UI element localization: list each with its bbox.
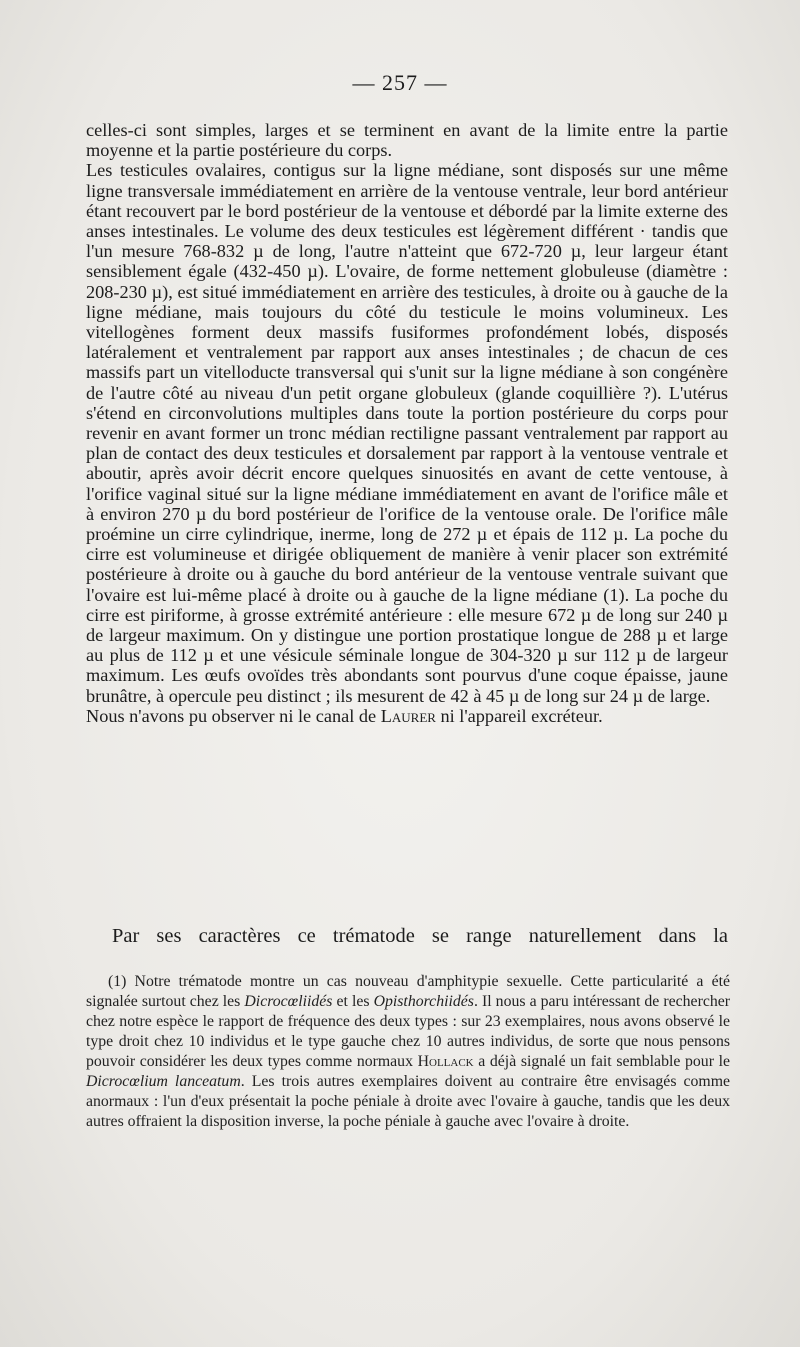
footnote-text-2: et les [332, 993, 374, 1010]
footnote [86, 972, 730, 1132]
footnote-text-3: . Il nous a paru intéressant de rechercher chez notre espèce le rapport de fréquence des deux types : sur 23 exemplaires, nous avons observé le type droit chez 10 individus et le type gauche chez 10 autres individus, de sorte que nous pensons pouvoir considérer les deux types comme normaux [86, 993, 731, 1070]
footnote-text-4: a déjà signalé un fait semblable pour le [473, 1053, 730, 1070]
paragraph-1: celles-ci sont simples, larges et se terminent en avant de la limite entre la partie moyenne et la partie postérieure du corps. [86, 120, 728, 161]
paragraph-3 [86, 706, 728, 726]
paragraph-2: Les testicules ovalaires, contigus sur la ligne médiane, sont disposés sur une même ligne transversale immédiatement en arrière de la ventouse ventrale, leur bord antérieur étant recouvert par le bord postérieur de la ventouse et débordé par la limite externe des anses intestinales. Le volume des deux testicules est légèrement différent · tandis que l'un mesure 768-832 µ de long, l'autre n'atteint que 672-720 µ, leur largeur étant sensiblement égale (432-450 µ). L'ovaire, de forme nettement globuleuse (diamètre : 208-230 µ), est situé immédiatement en arrière des testicules, à droite ou à gauche de la ligne médiane, mais toujours du côté du testicule le moins volumineux. Les vitellogènes forment deux massifs fusiformes profondément lobés, disposés latéralement et ventralement par rapport aux anses intestinales ; de chacun de ces massifs part un vitelloducte transversal qui s'unit sur la ligne médiane à son congénère de l'autre côté au niveau d'un petit organe globuleux (glande coquillière ?). L'utérus s'étend en circonvolutions multiples dans toute la portion postérieure du corps pour revenir en avant former un tronc médian rectiligne passant ventralement par rapport au plan de contact des deux testicules et dorsalement par rapport à la ventouse ventrale et aboutir, après avoir décrit encore quelques sinuosités en avant de cette ventouse, à l'orifice vaginal situé sur la ligne médiane immédiatement en avant de l'orifice mâle et à environ 270 µ du bord postérieur de l'orifice de la ventouse orale. De l'orifice mâle proémine un cirre cylindrique, inerme, long de 272 µ et épais de 112 µ. La poche du cirre est volumineuse et dirigée obliquement de manière à venir placer son extrémité postérieure à droite ou à gauche du bord antérieur de la ventouse ventrale suivant que l'ovaire est lui-même placé à droite ou à gauche de la ligne médiane (1). La poche du cirre est piriforme, à grosse extrémité antérieure : elle mesure 672 µ de long sur 240 µ de largeur maximum. On y distingue une portion prostatique longue de 288 µ et large au plus de 112 µ et une vésicule séminale longue de 304-320 µ sur 112 µ de largeur maximum. Les œufs ovoïdes très abondants sont pourvus d'une coque épaisse, jaune brunâtre, à opercule peu distinct ; ils mesurent de 42 à 45 µ de long sur 24 µ de large. [86, 160, 728, 706]
continuation-line: Par ses caractères ce trématode se range naturellement dans la [112, 925, 728, 947]
author-name-laurer: Laurer [380, 705, 436, 726]
taxon-dicrocoeliides: Dicrocœliidés [244, 993, 333, 1010]
author-name-hollack: Hollack [417, 1053, 474, 1070]
taxon-opisthorchiides: Opisthorchiidés [373, 993, 474, 1010]
page-number: — 257 — [352, 70, 448, 95]
paragraph-3-end: ni l'appareil excréteur. [435, 705, 603, 726]
paragraph-3-start: Nous n'avons pu observer ni le canal de [86, 705, 381, 726]
main-text [86, 120, 728, 726]
footnote-paragraph [86, 972, 730, 1132]
taxon-dicrocoelium-lanceatum: Dicrocœlium lanceatum [86, 1073, 241, 1090]
footnote-text-5: . Les trois autres exemplaires doivent au contraire être envisagés comme anormaux : l'un d'eux présentait la poche péniale à droite avec l'ovaire à gauche, tandis que les deux autres offraient la disposition inverse, la poche péniale à gauche avec l'ovaire à droite. [86, 1073, 731, 1130]
footnote-text-1: (1) Notre trématode montre un cas nouveau d'amphitypie sexuelle. Cette particularité a été signalée surtout chez les [86, 973, 730, 1010]
